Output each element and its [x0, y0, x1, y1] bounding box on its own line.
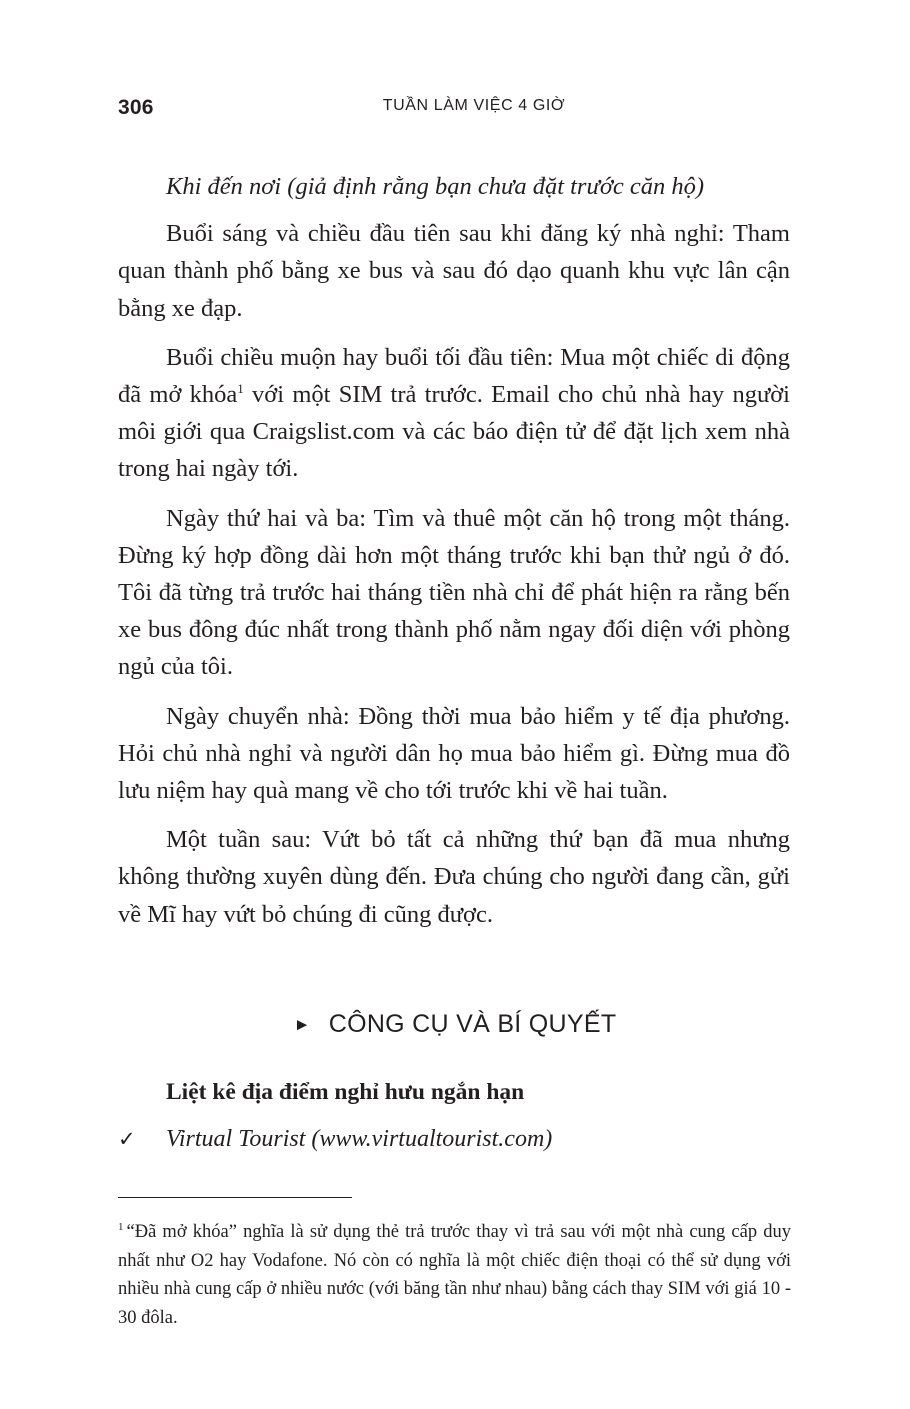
paragraph-2-text-start: Buổi chiều muộn hay buổi tối đầu tiên: Mua một chiếc di động đã mở khóa: [118, 343, 790, 409]
paragraph-2-text-end: với một SIM trả trước. Email cho chủ nhà hay người môi giới qua Craigslist.com và các báo điện tử để đặt lịch xem nhà trong hai ngày tới.: [118, 381, 790, 483]
list-item-text: Virtual Tourist (www.virtualtourist.com): [166, 1126, 553, 1152]
page-number: 306: [118, 96, 154, 119]
sub-heading: Liệt kê địa điểm nghỉ hưu ngắn hạn: [166, 1079, 525, 1105]
lead-paragraph: Khi đến nơi (giả định rằng bạn chưa đặt trước căn hộ): [166, 173, 705, 200]
footnote-reference: 1: [237, 381, 244, 397]
running-head: TUẦN LÀM VIỆC 4 GIỜ: [382, 97, 566, 114]
checkmark-icon: ✓: [118, 1127, 136, 1151]
page-header: [118, 92, 790, 122]
paragraph-5: Một tuần sau: Vứt bỏ tất cả những thứ bạn đã mua nhưng không thường xuyên dùng đến. Đưa chúng cho người đang cần, gửi về Mĩ hay vứt bỏ chúng đi cũng được.: [118, 826, 790, 928]
footnote-text: “Đã mở khóa” nghĩa là sử dụng thẻ trả trước thay vì trả sau với một nhà cung cấp duy nhất như O2 hay Vodafone. Nó còn có nghĩa là một chiếc điện thoại có thể sử dụng với nhiều nhà cung cấp ở nhiều nước (với băng tần như nhau) bằng cách thay SIM với giá 10 - 30 đôla.: [118, 1222, 791, 1328]
footnote-marker: 1: [118, 1221, 124, 1233]
paragraph-4: Ngày chuyển nhà: Đồng thời mua bảo hiểm y tế địa phương. Hỏi chủ nhà nghỉ và người dân họ mua bảo hiểm gì. Đừng mua đồ lưu niệm hay quà mang về cho tới trước khi về hai tuần.: [118, 702, 790, 805]
triangle-arrow-icon: ►: [293, 1015, 311, 1034]
body-text: [118, 168, 790, 945]
paragraph-2: [118, 339, 790, 488]
section-heading: [0, 1010, 910, 1039]
footnote: [118, 1218, 791, 1332]
paragraph-3: Ngày thứ hai và ba: Tìm và thuê một căn hộ trong một tháng. Đừng ký hợp đồng dài hơn một tháng trước khi bạn thử ngủ ở đó. Tôi đã từng trả trước hai tháng tiền nhà chỉ để phát hiện ra rằng bến xe bus đông đúc nhất trong thành phố nằm ngay đối diện với phòng ngủ của tôi.: [118, 504, 790, 681]
section-heading-text: CÔNG CỤ VÀ BÍ QUYẾT: [328, 1010, 617, 1038]
footnote-divider: [118, 1197, 352, 1198]
list-item: [118, 1126, 552, 1153]
paragraph-1: Buổi sáng và chiều đầu tiên sau khi đăng ký nhà nghỉ: Tham quan thành phố bằng xe bus và sau đó dạo quanh khu vực lân cận bằng xe đạp.: [118, 220, 790, 322]
